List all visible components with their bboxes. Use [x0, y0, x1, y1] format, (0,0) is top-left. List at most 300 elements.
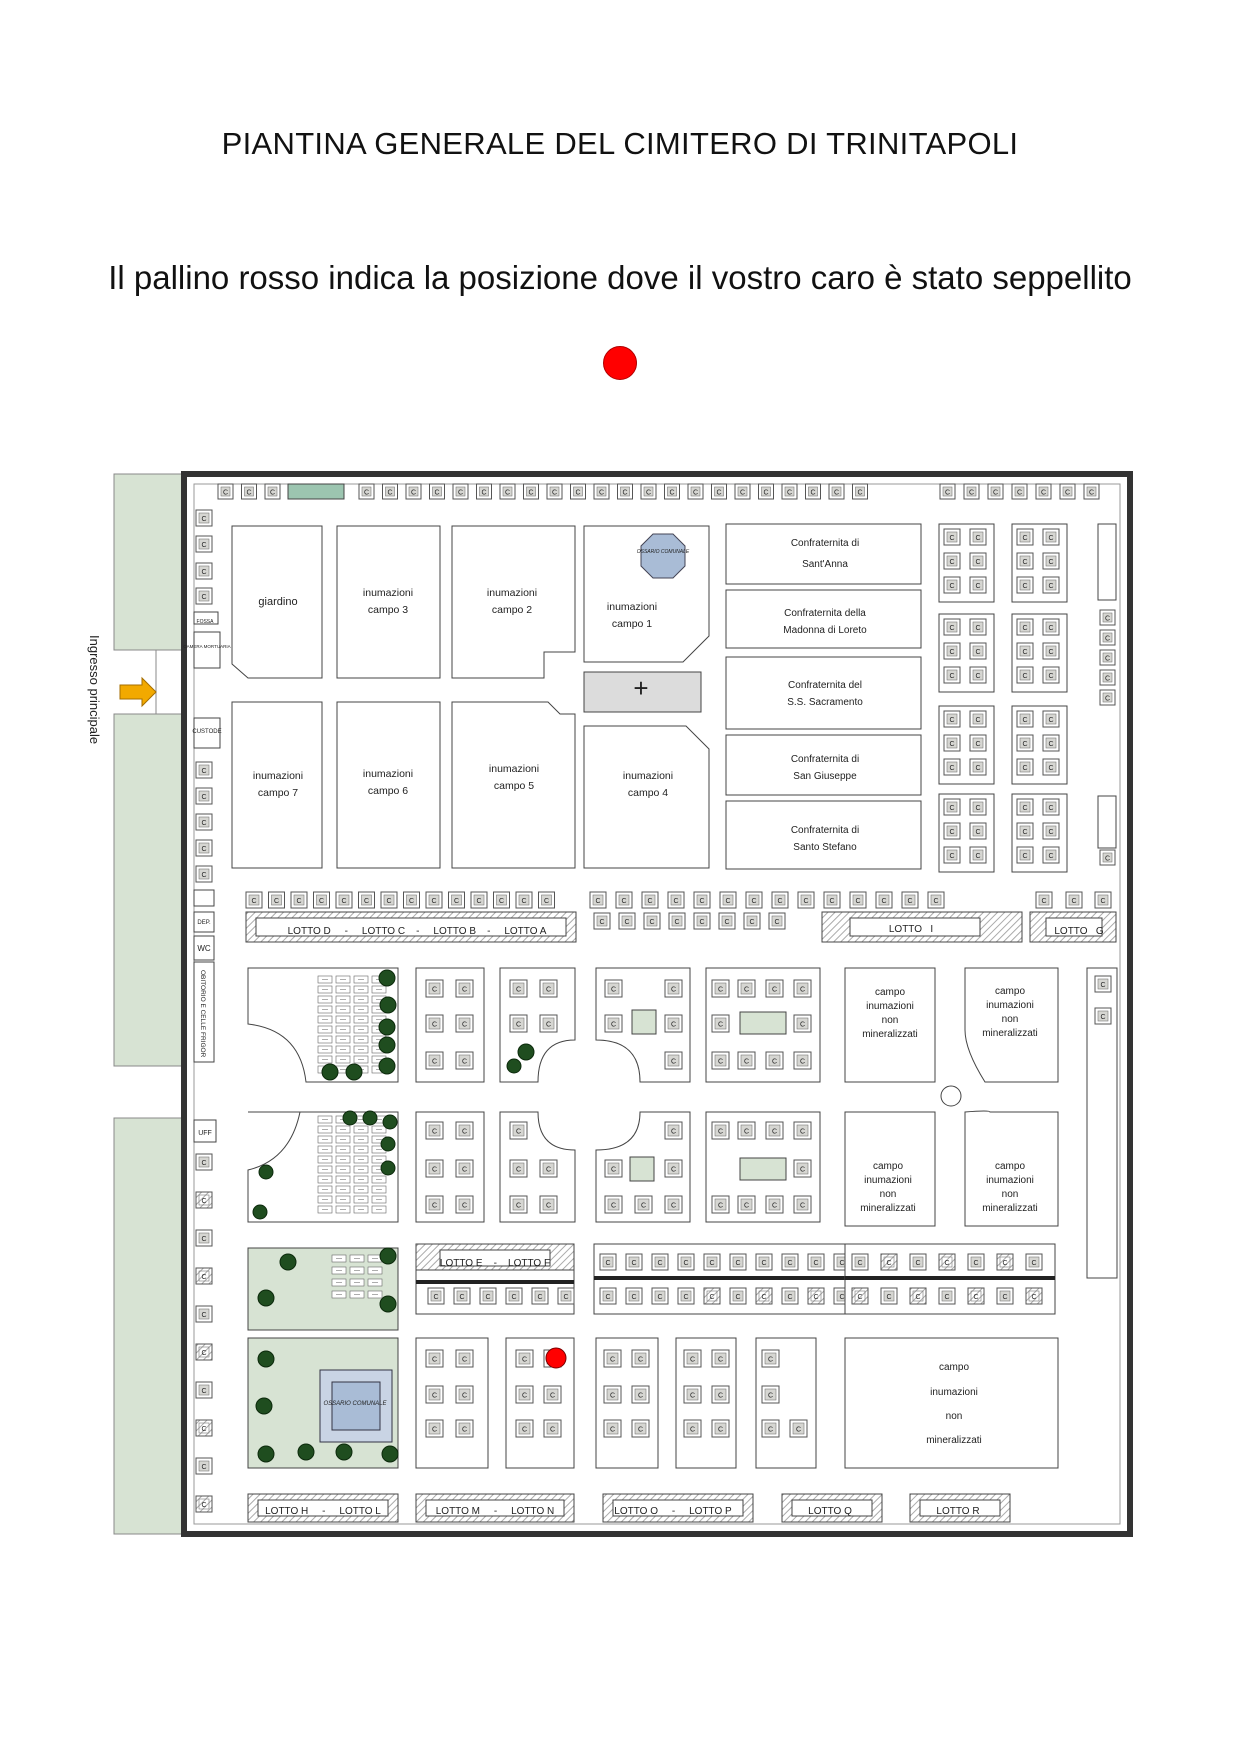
tree-d-3: [380, 1296, 396, 1312]
confraternity-5-line-2: Santo Stefano: [793, 842, 857, 853]
chapel-cluster-0-1-1-mark: C: [975, 559, 981, 566]
chapel-block-4-8-mark: C: [771, 1058, 778, 1066]
nm-field-4-line-4: mineralizzati: [982, 1203, 1038, 1214]
chapel-north-11-mark: C: [481, 489, 487, 497]
field-1-line-1: inumazioni: [606, 601, 658, 613]
chapel-east-gallery-1-mark: C: [1100, 1014, 1106, 1021]
field-6-line-1: inumazioni: [362, 768, 414, 780]
chapel-cluster-2-0-1-mark: C: [975, 625, 981, 632]
chapel-north-right-2-mark: C: [992, 489, 999, 497]
room-obitorio: OBITORIO E CELLE FRIGOR: [199, 970, 206, 1058]
nm-field-4-line-2: inumazioni: [986, 1175, 1034, 1186]
confraternity-1: [726, 524, 921, 584]
chapel-north-10-mark: C: [457, 489, 464, 497]
chapel-right-bot-5-mark: C: [1002, 1294, 1008, 1301]
chapel-cluster-2-1-1-mark: C: [975, 649, 981, 656]
tree-e-1: [256, 1398, 272, 1414]
nm-field-large-line-1: campo: [938, 1362, 970, 1373]
chapel-block-7-2-mark: C: [670, 1166, 677, 1174]
chapel-block-8-4-mark: C: [799, 1166, 806, 1174]
chapel-right-top-0-mark: C: [857, 1260, 863, 1267]
chapel-north-27-mark: C: [857, 489, 863, 497]
field-3-line-1: inumazioni: [362, 587, 414, 599]
chapel-east-2-mark: C: [1104, 655, 1111, 663]
lot-label-hl: LOTTO H - LOTTO L: [265, 1506, 381, 1517]
chapel-row-d-7-mark: C: [774, 919, 780, 926]
chapel-cluster-5-0-1-mark: C: [1048, 717, 1054, 724]
chapel-row-b-2-mark: C: [647, 898, 653, 905]
chapel-mid-top-6-mark: C: [761, 1260, 767, 1267]
lot-label-dcba: LOTTO D - LOTTO C - LOTTO B - LOTTO A: [287, 926, 547, 937]
chapel-row-a-9-mark: C: [453, 898, 460, 905]
tree-d-2: [258, 1290, 274, 1306]
chapel-north-19-mark: C: [669, 489, 675, 497]
chapel-row-c-0-mark: C: [1041, 898, 1047, 905]
chapel-mid-top-1-mark: C: [631, 1260, 637, 1267]
chapel-north-right-4-mark: C: [1040, 489, 1047, 497]
chapel-block-4-1-mark: C: [743, 986, 750, 994]
chapel-row-d-2-mark: C: [649, 919, 655, 926]
chapel-west-upper-2-mark: C: [201, 569, 207, 576]
lot-o-chapel-4-mark: C: [609, 1426, 616, 1434]
arrow-right-icon: [120, 678, 156, 706]
chapel-north-18-mark: C: [645, 489, 652, 497]
lot-m-chapel-2-mark: C: [431, 1392, 438, 1400]
chapel-mid-bot-8-mark: C: [813, 1294, 819, 1301]
chapel-row-b-4-mark: C: [699, 898, 705, 905]
lot-p-chapel-2-mark: C: [689, 1392, 696, 1400]
chapel-cluster-1-0-0-mark: C: [1022, 535, 1028, 542]
chapel-cluster-0-2-1-mark: C: [975, 583, 981, 590]
confraternity-2: [726, 590, 921, 648]
chapel-north-9-mark: C: [434, 489, 440, 497]
chapel-block-2-0-mark: C: [515, 986, 522, 994]
chapel-block-8-2-mark: C: [771, 1128, 778, 1136]
chapel-block-1-1-mark: C: [461, 986, 468, 994]
chapel-west-lower-6-mark: C: [201, 1388, 207, 1395]
lot-label-i: LOTTO I: [888, 924, 934, 935]
chapel-cluster-6-0-0-mark: C: [949, 805, 955, 812]
nm-field-3-line-2: inumazioni: [864, 1175, 912, 1186]
confraternity-4: [726, 735, 921, 795]
chapel-row-b-5-mark: C: [725, 898, 731, 905]
nm-field-2-line-4: mineralizzati: [982, 1028, 1038, 1039]
chapel-mid-bot-9-mark: C: [839, 1294, 845, 1301]
field-4-line-2: campo 4: [627, 787, 669, 799]
chapel-block-2-1-mark: C: [545, 986, 552, 994]
field-3-line-2: campo 3: [367, 604, 409, 616]
chapel-ef-5-mark: C: [563, 1294, 569, 1301]
chapel-mid-bot-3-mark: C: [683, 1294, 689, 1301]
lot-m-chapel-1-mark: C: [461, 1356, 468, 1364]
chapel-cluster-3-0-1-mark: C: [1048, 625, 1054, 632]
camera-mortuaria-room: [194, 632, 220, 668]
cross-icon: +: [633, 673, 649, 703]
tree-c-3: [381, 1137, 395, 1151]
lot-n-chapel-0-mark: C: [521, 1356, 528, 1364]
chapel-west-upper-0-mark: C: [201, 516, 207, 523]
chapel-block-5-4-mark: C: [431, 1202, 438, 1210]
burial-position-marker: [546, 1348, 566, 1368]
chapel-block-3-plot: [632, 1010, 656, 1034]
chapel-east-3-mark: C: [1104, 675, 1111, 683]
chapel-block-4-4-mark: C: [717, 1021, 724, 1029]
lot-label-q: LOTTO Q: [808, 1506, 852, 1517]
chapel-block-8-plot: [740, 1158, 786, 1180]
confraternity-2-line-2: Madonna di Loreto: [783, 625, 867, 636]
chapel-cluster-7-0-0-mark: C: [1022, 805, 1028, 812]
confraternity-3-line-2: S.S. Sacramento: [787, 697, 863, 708]
chapel-north-21-mark: C: [716, 489, 722, 497]
chapel-north-25-mark: C: [810, 489, 816, 497]
tree-c-6: [253, 1205, 267, 1219]
chapel-block-8-1-mark: C: [743, 1128, 750, 1136]
chapel-ef-1-mark: C: [459, 1294, 465, 1301]
chapel-row-b-9-mark: C: [829, 898, 835, 905]
chapel-row-d-3-mark: C: [674, 919, 680, 926]
nm-field-1-line-3: non: [881, 1015, 899, 1026]
chapel-block-6-1-mark: C: [515, 1166, 522, 1174]
chapel-right-bot-1-mark: C: [886, 1294, 892, 1301]
chapel-mid-top-4-mark: C: [709, 1260, 715, 1267]
chapel-row-a-4-mark: C: [341, 898, 347, 905]
chapel-west-upper-3-mark: C: [201, 594, 207, 601]
chapel-cluster-4-2-1-mark: C: [975, 765, 981, 772]
field-7-line-1: inumazioni: [252, 770, 304, 782]
chapel-cluster-1-1-0-mark: C: [1022, 559, 1028, 566]
tree-c-2: [383, 1115, 397, 1129]
chapel-north-right-6-mark: C: [1088, 489, 1095, 497]
tree-d-1: [380, 1248, 396, 1264]
chapel-cluster-3-2-1-mark: C: [1048, 673, 1054, 680]
chapel-west-lower-8-mark: C: [201, 1464, 207, 1471]
chapel-mid-bot-6-mark: C: [761, 1294, 767, 1301]
chapel-north-right-3-mark: C: [1016, 489, 1023, 497]
chapel-cluster-5-2-1-mark: C: [1048, 765, 1054, 772]
chapel-block-4-3-mark: C: [799, 986, 806, 994]
chapel-north-2-mark: C: [269, 489, 276, 497]
chapel-cluster-7-1-1-mark: C: [1048, 829, 1054, 836]
chapel-cluster-2-2-1-mark: C: [975, 673, 981, 680]
nm-field-large-line-3: non: [945, 1411, 963, 1422]
chapel-mid-top-9-mark: C: [839, 1260, 845, 1267]
east-niche-mid: [1098, 796, 1116, 848]
lot-o-chapel-3-mark: C: [637, 1392, 644, 1400]
tree-d-0: [280, 1254, 296, 1270]
entrance-label: Ingresso principale: [87, 635, 102, 745]
chapel-north-24-mark: C: [786, 489, 793, 497]
lot-n-chapel-5-mark: C: [549, 1426, 556, 1434]
chapel-cluster-6-2-1-mark: C: [975, 853, 981, 860]
chapel-cluster-4-0-1-mark: C: [975, 717, 981, 724]
chapel-mid-top-2-mark: C: [657, 1260, 663, 1267]
chapel-block-5-1-mark: C: [461, 1128, 468, 1136]
chapel-ef-0-mark: C: [433, 1294, 439, 1301]
chapel-west-mid-2-mark: C: [201, 820, 207, 827]
chapel-cluster-6-1-1-mark: C: [975, 829, 981, 836]
chapel-right-top-2-mark: C: [915, 1260, 921, 1267]
chapel-north-23-mark: C: [763, 489, 769, 497]
chapel-block-5-3-mark: C: [461, 1166, 468, 1174]
lot-q-chapel-2-mark: C: [767, 1426, 774, 1434]
chapel-row-b-7-mark: C: [777, 898, 783, 905]
field-6-line-2: campo 6: [367, 785, 409, 797]
chapel-row-b-0-mark: C: [595, 898, 601, 905]
tree-a-2: [379, 1019, 395, 1035]
roundabout: [941, 1086, 961, 1106]
chapel-west-lower-5-mark: C: [201, 1350, 207, 1357]
room-fossa: FOSSA: [196, 619, 214, 625]
chapel-west-lower-3-mark: C: [201, 1274, 207, 1281]
chapel-block-6-2-mark: C: [545, 1166, 552, 1174]
chapel-block-4-5-mark: C: [799, 1021, 806, 1029]
chapel-row-a-8-mark: C: [431, 898, 437, 905]
chapel-block-8-8-mark: C: [799, 1202, 806, 1210]
nm-field-1-line-1: campo: [874, 987, 906, 998]
chapel-block-4-6-mark: C: [717, 1058, 724, 1066]
field-7: [232, 702, 322, 868]
lot-q-chapel-1-mark: C: [767, 1392, 774, 1400]
chapel-east-gallery-0-mark: C: [1100, 982, 1106, 989]
confraternity-3: [726, 657, 921, 729]
chapel-west-mid-1-mark: C: [201, 794, 207, 801]
chapel-north-0-mark: C: [222, 489, 229, 497]
chapel-block-3-0-mark: C: [610, 986, 617, 994]
lot-n-chapel-3-mark: C: [549, 1392, 556, 1400]
lot-o-chapel-1-mark: C: [637, 1356, 644, 1364]
chapel-cluster-3-0-0-mark: C: [1022, 625, 1028, 632]
field-2-line-1: inumazioni: [486, 587, 538, 599]
tree-c-5: [259, 1165, 273, 1179]
chapel-row-a-11-mark: C: [498, 898, 505, 905]
chapel-block-6-3-mark: C: [515, 1202, 522, 1210]
chapel-row-b-3-mark: C: [673, 898, 679, 905]
chapel-east-4-mark: C: [1104, 695, 1111, 703]
green-strip-upper: [114, 474, 184, 650]
chapel-right-bot-3-mark: C: [944, 1294, 950, 1301]
chapel-cluster-1-1-1-mark: C: [1048, 559, 1054, 566]
chapel-mid-bot-5-mark: C: [735, 1294, 741, 1301]
chapel-row-b-12-mark: C: [907, 898, 913, 905]
field-3: [337, 526, 440, 678]
chapel-block-4-plot: [740, 1012, 786, 1034]
tree-b-0: [518, 1044, 534, 1060]
room-uff: UFF: [198, 1130, 212, 1137]
chapel-north-20-mark: C: [692, 489, 699, 497]
chapel-cluster-2-1-0-mark: C: [949, 649, 955, 656]
room-wc: WC: [197, 944, 211, 953]
field-2-line-2: campo 2: [491, 604, 533, 616]
chapel-block-5-2-mark: C: [431, 1166, 438, 1174]
chapel-block-1-5-mark: C: [461, 1058, 468, 1066]
chapel-north-7-mark: C: [387, 489, 393, 497]
chapel-block-8-3-mark: C: [799, 1128, 806, 1136]
confraternity-2-line-1: Confraternita della: [784, 608, 866, 619]
ossuary-top: [641, 534, 685, 578]
chapel-row-b-8-mark: C: [803, 898, 809, 905]
chapel-north-26-mark: C: [833, 489, 840, 497]
chapel-right-bot-2-mark: C: [915, 1294, 921, 1301]
nm-field-1-line-4: mineralizzati: [862, 1029, 918, 1040]
tree-a-0: [379, 970, 395, 986]
nm-field-3-line-3: non: [879, 1189, 897, 1200]
chapel-block-7-5-mark: C: [670, 1202, 677, 1210]
chapel-cluster-7-1-0-mark: C: [1022, 829, 1028, 836]
chapel-row-b-11-mark: C: [881, 898, 887, 905]
tree-a-5: [322, 1064, 338, 1080]
chapel-row-a-2-mark: C: [296, 898, 302, 905]
chapel-block-7-1-mark: C: [670, 1128, 677, 1136]
chapel-right-top-1-mark: C: [886, 1260, 892, 1267]
chapel-north-16-mark: C: [598, 489, 605, 497]
nm-field-4-line-1: campo: [994, 1161, 1026, 1172]
nm-field-large-line-4: mineralizzati: [926, 1435, 982, 1446]
chapel-row-a-6-mark: C: [386, 898, 392, 905]
tree-e-5: [382, 1446, 398, 1462]
field-5-line-2: campo 5: [493, 780, 535, 792]
chapel-north-14-mark: C: [551, 489, 558, 497]
chapel-cluster-7-2-1-mark: C: [1048, 853, 1054, 860]
tree-a-1: [380, 997, 396, 1013]
tree-e-2: [258, 1446, 274, 1462]
chapel-west-mid-4-mark: C: [201, 872, 207, 879]
chapel-north-1-mark: C: [246, 489, 252, 497]
ossuary-bottom-label: OSSARIO COMUNALE: [323, 1401, 387, 1407]
lot-p-chapel-5-mark: C: [717, 1426, 724, 1434]
tree-e-3: [298, 1444, 314, 1460]
chapel-cluster-3-1-1-mark: C: [1048, 649, 1054, 656]
chapel-cluster-7-2-0-mark: C: [1022, 853, 1028, 860]
lot-o-chapel-0-mark: C: [609, 1356, 616, 1364]
lot-n-chapel-2-mark: C: [521, 1392, 528, 1400]
chapel-north-6-mark: C: [363, 489, 370, 497]
nm-field-2-line-2: inumazioni: [986, 1000, 1034, 1011]
chapel-row-b-13-mark: C: [933, 898, 939, 905]
tree-a-3: [379, 1037, 395, 1053]
chapel-cluster-7-0-1-mark: C: [1048, 805, 1054, 812]
chapel-west-lower-2-mark: C: [201, 1236, 207, 1243]
chapel-row-c-2-mark: C: [1100, 898, 1106, 905]
chapel-row-b-1-mark: C: [621, 898, 627, 905]
chapel-east-1-mark: C: [1104, 635, 1111, 643]
lot-label-g: LOTTO G: [1054, 926, 1104, 937]
confraternity-5-line-1: Confraternita di: [790, 825, 860, 836]
chapel-block-3-4-mark: C: [670, 1058, 677, 1066]
lot-label-mn: LOTTO M - LOTTO N: [435, 1506, 555, 1517]
chapel-row-d-1-mark: C: [624, 919, 630, 926]
chapel-cluster-2-0-0-mark: C: [949, 625, 955, 632]
field-1-line-2: campo 1: [611, 618, 653, 630]
chapel-west-mid-0-mark: C: [201, 768, 207, 775]
lot-o-chapel-2-mark: C: [609, 1392, 616, 1400]
chapel-cluster-1-2-1-mark: C: [1048, 583, 1054, 590]
nm-field-3-line-4: mineralizzati: [860, 1203, 916, 1214]
chapel-west-lower-4-mark: C: [201, 1312, 207, 1319]
lot-m-chapel-4-mark: C: [431, 1426, 438, 1434]
chapel-north-right-0-mark: C: [944, 489, 951, 497]
chapel-block-4-7-mark: C: [743, 1058, 750, 1066]
chapel-east-low-mark: C: [1104, 855, 1111, 863]
chapel-row-d-4-mark: C: [699, 919, 705, 926]
lot-label-r: LOTTO R: [936, 1506, 980, 1517]
entrance-gate: [156, 650, 184, 714]
chapel-row-c-1-mark: C: [1071, 898, 1077, 905]
chapel-cluster-0-0-0-mark: C: [949, 535, 955, 542]
chapel-ef-2-mark: C: [485, 1294, 491, 1301]
lot-q-chapel-3-mark: C: [795, 1426, 802, 1434]
chapel-block-8-0-mark: C: [717, 1128, 724, 1136]
field-5-line-1: inumazioni: [488, 763, 540, 775]
chapel-row-a-7-mark: C: [408, 898, 415, 905]
chapel-cluster-1-2-0-mark: C: [1022, 583, 1028, 590]
page-title: PIANTINA GENERALE DEL CIMITERO DI TRINITAPOLI: [221, 126, 1019, 161]
chapel-row-d-5-mark: C: [724, 919, 730, 926]
nm-field-2-line-1: campo: [994, 986, 1026, 997]
chapel-mid-bot-2-mark: C: [657, 1294, 663, 1301]
chapel-right-top-4-mark: C: [973, 1260, 979, 1267]
page-subtitle: Il pallino rosso indica la posizione dove il vostro caro è stato seppellito: [108, 259, 1132, 296]
lot-q-chapel-0-mark: C: [767, 1356, 774, 1364]
chapel-west-mid-3-mark: C: [201, 846, 207, 853]
chapel-mid-top-3-mark: C: [683, 1260, 689, 1267]
field-7-line-2: campo 7: [257, 787, 299, 799]
chapel-row-b-6-mark: C: [751, 898, 757, 905]
chapel-cluster-4-2-0-mark: C: [949, 765, 955, 772]
chapel-row-a-1-mark: C: [273, 898, 280, 905]
nm-field-4-line-3: non: [1001, 1189, 1019, 1200]
chapel-north-15-mark: C: [575, 489, 581, 497]
chapel-north-13-mark: C: [528, 489, 534, 497]
chapel-north-right-1-mark: C: [968, 489, 975, 497]
chapel-cluster-5-1-0-mark: C: [1022, 741, 1028, 748]
chapel-ef-3-mark: C: [511, 1294, 517, 1301]
chapel-block-1-2-mark: C: [431, 1021, 438, 1029]
lot-p-chapel-4-mark: C: [689, 1426, 696, 1434]
chapel-right-top-3-mark: C: [944, 1260, 950, 1267]
chapel-block-4-9-mark: C: [799, 1058, 806, 1066]
tree-b-1: [507, 1059, 521, 1073]
lot-m-chapel-3-mark: C: [461, 1392, 468, 1400]
ossuary-top-label: OSSARIO COMUNALE: [636, 549, 690, 555]
room-custode: CUSTODE: [192, 729, 222, 735]
chapel-cluster-4-1-1-mark: C: [975, 741, 981, 748]
chapel-right-top-5-mark: C: [1002, 1260, 1008, 1267]
chapel-north-green: [288, 484, 344, 499]
chapel-cluster-4-1-0-mark: C: [949, 741, 955, 748]
lot-label-op: LOTTO O - LOTTO P: [614, 1506, 732, 1517]
chapel-cluster-5-0-0-mark: C: [1022, 717, 1028, 724]
tree-c-1: [363, 1111, 377, 1125]
room-dep: DEP.: [197, 920, 211, 926]
chapel-block-5-5-mark: C: [461, 1202, 468, 1210]
tree-a-4: [379, 1058, 395, 1074]
chapel-block-3-1-mark: C: [670, 986, 677, 994]
chapel-block-3-3-mark: C: [670, 1021, 677, 1029]
chapel-row-a-0-mark: C: [251, 898, 257, 905]
east-niche-upper: [1098, 524, 1116, 600]
small-room: [194, 890, 214, 906]
lot-p-chapel-0-mark: C: [689, 1356, 696, 1364]
chapel-cluster-3-2-0-mark: C: [1022, 673, 1028, 680]
room-camera-mortuaria: CAMERA MORTUARIA: [183, 644, 231, 649]
chapel-cluster-6-1-0-mark: C: [949, 829, 955, 836]
chapel-cluster-5-2-0-mark: C: [1022, 765, 1028, 772]
chapel-cluster-5-1-1-mark: C: [1048, 741, 1054, 748]
chapel-right-bot-4-mark: C: [973, 1294, 979, 1301]
chapel-row-a-5-mark: C: [363, 898, 370, 905]
chapel-mid-bot-0-mark: C: [605, 1294, 611, 1301]
chapel-row-a-13-mark: C: [543, 898, 550, 905]
